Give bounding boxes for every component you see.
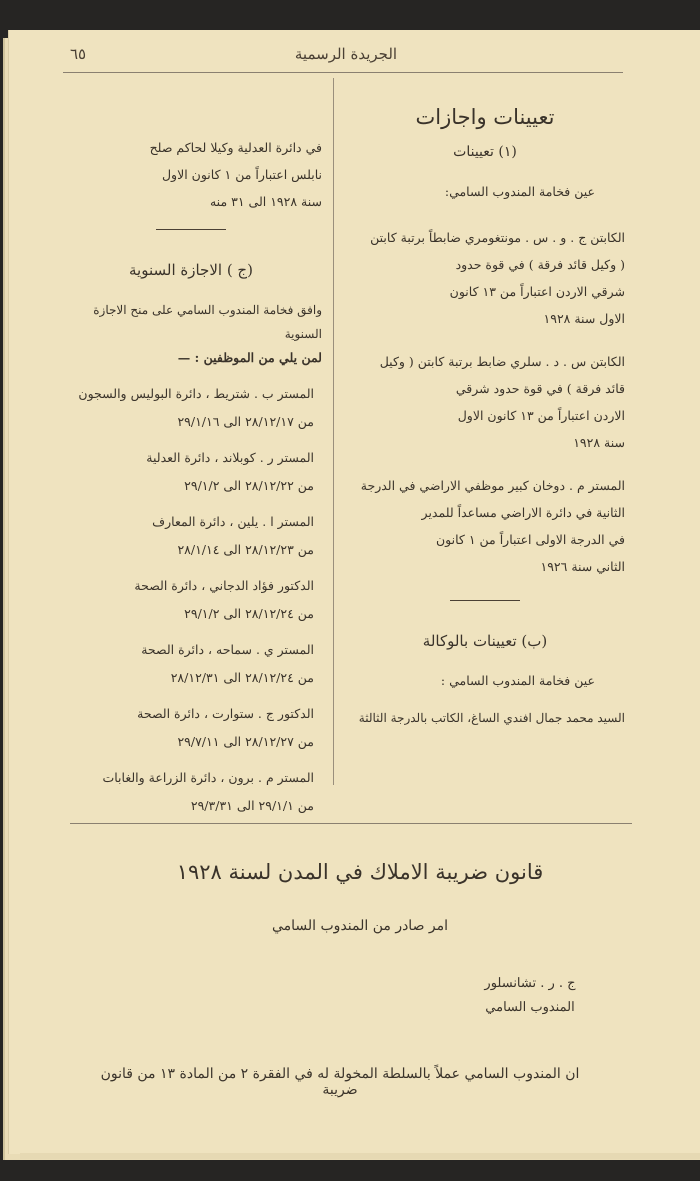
section-divider: [450, 600, 520, 601]
intro-line: لمن يلي من الموظفين : —: [177, 350, 322, 365]
signatory-role: المندوب السامي: [485, 1000, 575, 1015]
leave-dates: من ٢٨/١٢/٢٢ الى ٢٩/١/٢: [184, 478, 314, 493]
entry-line: الاردن اعتباراً من ١٣ كانون الاول: [457, 408, 625, 423]
entry-line: نابلس اعتباراً من ١ كانون الاول: [161, 167, 322, 182]
entry-line: الثاني سنة ١٩٢٦: [540, 559, 625, 574]
leave-dates: من ٢٩/١/١ الى ٢٩/٣/٣١: [190, 798, 314, 813]
leave-entry: [60, 446, 322, 498]
section-b-intro: عين فخامة المندوب السامي :: [440, 673, 595, 688]
leave-entry: [60, 382, 322, 434]
leave-dates: من ٢٨/١٢/٢٣ الى ٢٨/١/١٤: [177, 542, 314, 557]
signatory-name: ج . ر . تشانسلور: [484, 976, 576, 991]
section-a-heading: (١) تعيينات: [453, 144, 517, 160]
section-divider: [156, 229, 226, 230]
section-a-intro: عين فخامة المندوب السامي:: [444, 184, 595, 199]
entry-line: الكابتن س . د . سلري ضابط برتبة كابتن ( وكيل: [379, 354, 625, 369]
page-header: [66, 43, 626, 73]
leave-employee: المستر ا . يلين ، دائرة المعارف: [152, 514, 314, 529]
column-divider: [333, 78, 334, 785]
entry-line: سنة ١٩٢٨ الى ٣١ منه: [209, 194, 322, 209]
signature-block: [470, 972, 590, 1020]
leave-employee: الدكتور ج . ستوارت ، دائرة الصحة: [137, 706, 314, 721]
law-title: قانون ضريبة الاملاك في المدن لسنة ١٩٢٨: [176, 860, 544, 884]
law-subtitle: امر صادر من المندوب السامي: [271, 918, 449, 934]
entry-line: في الدرجة الاولى اعتباراً من ١ كانون: [435, 532, 625, 547]
law-preamble: ان المندوب السامي عملاً بالسلطة المخولة له في الفقرة ٢ من المادة ١٣ من قانون ضريبة: [100, 1066, 580, 1098]
leave-dates: من ٢٨/١٢/١٧ الى ٢٩/١/١٦: [177, 414, 314, 429]
appointment-entry: [345, 472, 625, 580]
right-column: [345, 78, 625, 732]
entry-line: السيد محمد جمال افندي الساغ، الكاتب بالدرجة الثالثة: [358, 711, 625, 725]
leave-employee: المستر ب . شتريط ، دائرة البوليس والسجون: [78, 386, 314, 401]
section-c-heading: (ج ) الاجازة السنوية: [129, 261, 253, 279]
section-c-intro: [60, 298, 322, 370]
entry-line: ( وكيل قائد فرقة ) في قوة حدود: [455, 257, 625, 272]
leave-entry: [60, 510, 322, 562]
leave-entry: [60, 638, 322, 690]
leave-employee: المستر ر . كوبلاند ، دائرة العدلية: [146, 450, 314, 465]
underlying-page-bottom-edge: [20, 1153, 700, 1159]
appointment-entry: [345, 224, 625, 332]
entry-line: في دائرة العدلية وكيلا لحاكم صلح: [149, 140, 322, 155]
leave-entry: [60, 702, 322, 754]
entry-line: الاول سنة ١٩٢٨: [543, 311, 625, 326]
entry-line: الكابتن ج . و . س . مونتغومري ضابطاً برتبة كابتن: [370, 230, 625, 245]
header-rule: [63, 72, 623, 73]
leave-employee: الدكتور فؤاد الدجاني ، دائرة الصحة: [134, 578, 314, 593]
entry-line: شرقي الاردن اعتباراً من ١٣ كانون: [449, 284, 625, 299]
appointment-entry: [345, 348, 625, 456]
continuation-entry: [60, 134, 322, 215]
leave-entry: [60, 574, 322, 626]
leave-employee: المستر م . برون ، دائرة الزراعة والغابات: [102, 770, 314, 785]
entry-line: سنة ١٩٢٨: [573, 435, 625, 450]
gazette-title: الجريدة الرسمية: [294, 45, 398, 63]
entry-line: المستر م . دوخان كبير موظفي الاراضي في الدرجة: [360, 478, 625, 493]
intro-line: وافق فخامة المندوب السامي على منح الاجازة السنوية: [93, 303, 322, 341]
entry-line: الثانية في دائرة الاراضي مساعداً للمدير: [421, 505, 625, 520]
leave-employee: المستر ي . سماحه ، دائرة الصحة: [141, 642, 314, 657]
leave-dates: من ٢٨/١٢/٢٤ الى ٢٨/١٢/٣١: [170, 670, 314, 685]
page-number: ٦٥: [70, 45, 87, 63]
leave-dates: من ٢٨/١٢/٢٤ الى ٢٩/١/٢: [184, 606, 314, 621]
acting-appointment-entry: [345, 705, 625, 732]
leave-dates: من ٢٨/١٢/٢٧ الى ٢٩/٧/١١: [177, 734, 314, 749]
appointments-title: تعيينات واجازات: [415, 105, 555, 129]
left-column: [60, 78, 322, 818]
leave-entry: [60, 766, 322, 818]
section-b-heading: (ب) تعيينات بالوكالة: [422, 632, 548, 650]
section-rule: [70, 823, 632, 824]
entry-line: قائد فرقة ) في قوة حدود شرقي: [455, 381, 625, 396]
